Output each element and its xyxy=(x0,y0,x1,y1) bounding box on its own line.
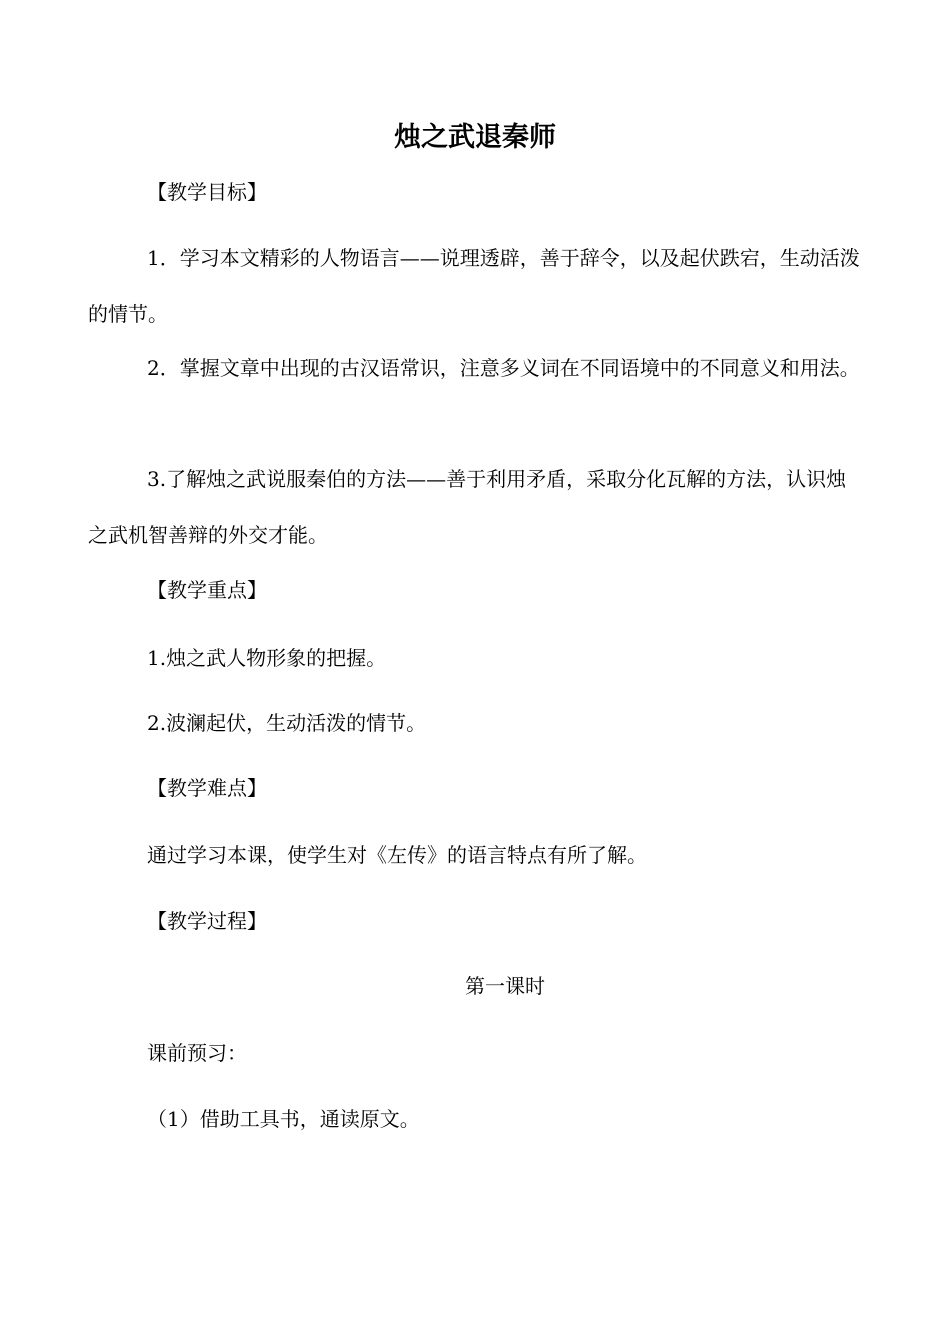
document-title: 烛之武退秦师 xyxy=(394,122,556,153)
key-point-item-1: 1.烛之武人物形象的把握。 xyxy=(147,646,387,670)
preview-item-1: （1）借助工具书，通读原文。 xyxy=(147,1107,420,1131)
objective-item-3: 3.了解烛之武说服秦伯的方法——善于利用矛盾，采取分化瓦解的方法，认识烛之武机智善辩的外交才能。 xyxy=(88,467,847,547)
preview-label: 课前预习： xyxy=(147,1041,247,1065)
difficulties-heading: 【教学难点】 xyxy=(147,776,267,800)
session-label: 第一课时 xyxy=(465,974,545,998)
key-points-heading: 【教学重点】 xyxy=(147,578,267,602)
difficulties-text: 通过学习本课，使学生对《左传》的语言特点有所了解。 xyxy=(147,843,647,867)
objective-item-1: 1．学习本文精彩的人物语言——说理透辟，善于辞令，以及起伏跌宕，生动活泼的情节。 xyxy=(88,246,860,326)
objectives-heading: 【教学目标】 xyxy=(147,180,267,204)
key-point-item-2: 2.波澜起伏，生动活泼的情节。 xyxy=(147,711,427,735)
objective-item-2: 2．掌握文章中出现的古汉语常识，注意多义词在不同语境中的不同意义和用法。 xyxy=(147,356,860,380)
process-heading: 【教学过程】 xyxy=(147,909,267,933)
